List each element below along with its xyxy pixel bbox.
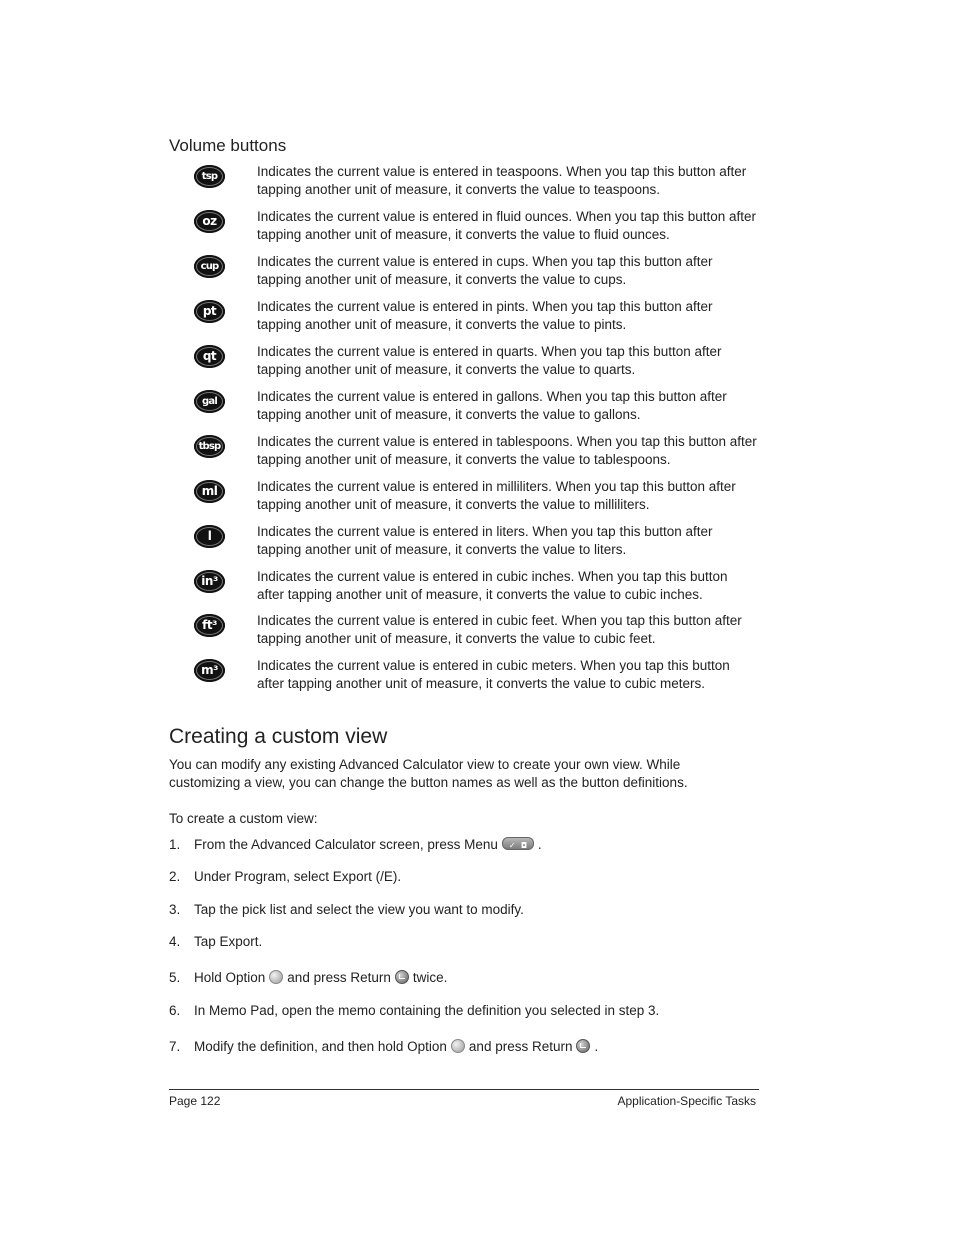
step-text: Hold Option: [194, 970, 266, 985]
step-text: Tap the pick list and select the view you want to modify.: [194, 902, 524, 917]
step-text: Under Program, select Export (/E).: [194, 869, 402, 884]
volume-button-description: Indicates the current value is entered in cubic inches. When you tap this button after tapping another unit of measure, it converts the value to cubic inches.: [257, 569, 728, 602]
step-number: 1.: [169, 837, 181, 852]
step-text: and press Return: [287, 970, 391, 985]
step-text: Tap Export.: [194, 934, 263, 949]
volume-button-description: Indicates the current value is entered in gallons. When you tap this button after tapping another unit of measure, it converts the value to gallons.: [257, 389, 727, 422]
gal-button-icon: gal: [194, 390, 225, 413]
footer-page-number: Page 122: [169, 1094, 221, 1108]
volume-button-description: Indicates the current value is entered in cubic feet. When you tap this button after tapping another unit of measure, it converts the value to cubic feet.: [257, 613, 742, 646]
step-4: [169, 933, 262, 951]
tbsp-button-icon: tbsp: [194, 435, 225, 458]
intro-paragraph: You can modify any existing Advanced Calculator view to create your own view. While customizing a view, you can change the button names as well as the button definitions.: [169, 757, 688, 790]
volume-button-description: Indicates the current value is entered in milliliters. When you tap this button after tapping another unit of measure, it converts the value to milliliters.: [257, 479, 736, 512]
step-text: .: [537, 837, 542, 852]
step-number: 2.: [169, 869, 181, 884]
step-1: [169, 836, 542, 854]
step-text: Modify the definition, and then hold Option: [194, 1039, 447, 1054]
procedure-title: To create a custom view:: [169, 811, 318, 826]
menu-key-icon: ✓ ◘: [502, 837, 534, 850]
step-text: In Memo Pad, open the memo containing the definition you selected in step 3.: [194, 1003, 660, 1018]
step-2: [169, 868, 401, 886]
step-number: 7.: [169, 1039, 181, 1054]
step-number: 6.: [169, 1003, 181, 1018]
step-number: 5.: [169, 970, 181, 985]
step-5: [169, 969, 447, 987]
ml-button-icon: ml: [194, 480, 225, 503]
volume-button-description: Indicates the current value is entered in fluid ounces. When you tap this button after tapping another unit of measure, it converts the value to fluid ounces.: [257, 209, 757, 242]
footer-rule: [169, 1089, 759, 1090]
option-key-icon: [451, 1039, 465, 1053]
step-6: [169, 1002, 659, 1020]
step-7: [169, 1038, 598, 1056]
in3-button-icon: in³: [194, 570, 225, 593]
footer-section-name: Application-Specific Tasks: [617, 1094, 756, 1108]
volume-button-description: Indicates the current value is entered in teaspoons. When you tap this button after tapping another unit of measure, it converts the value to teaspoons.: [257, 164, 747, 197]
oz-button-icon: oz: [194, 210, 225, 233]
step-text: .: [594, 1039, 599, 1054]
volume-button-description: Indicates the current value is entered in pints. When you tap this button after tapping another unit of measure, it converts the value to pints.: [257, 299, 713, 332]
ft3-button-icon: ft³: [194, 614, 225, 637]
option-key-icon: [269, 970, 283, 984]
step-number: 3.: [169, 902, 181, 917]
volume-button-description: Indicates the current value is entered in tablespoons. When you tap this button after tapping another unit of measure, it converts the value to tablespoons.: [257, 434, 757, 467]
volume-button-description: Indicates the current value is entered in liters. When you tap this button after tapping another unit of measure, it converts the value to liters.: [257, 524, 713, 557]
volume-button-description: Indicates the current value is entered in cups. When you tap this button after tapping another unit of measure, it converts the value to cups.: [257, 254, 713, 287]
step-text: and press Return: [468, 1039, 573, 1054]
step-number: 4.: [169, 934, 181, 949]
step-text: twice.: [412, 970, 448, 985]
m3-button-icon: m³: [194, 659, 225, 682]
volume-button-description: Indicates the current value is entered in cubic meters. When you tap this button after tapping another unit of measure, it converts the value to cubic meters.: [257, 658, 730, 691]
qt-button-icon: qt: [194, 345, 225, 368]
cup-button-icon: cup: [194, 255, 225, 278]
return-key-icon: [576, 1039, 590, 1053]
return-key-icon: [395, 970, 409, 984]
l-button-icon: l: [194, 525, 225, 548]
step-3: [169, 901, 524, 919]
section-title: Creating a custom view: [169, 725, 388, 748]
step-text: From the Advanced Calculator screen, press Menu: [194, 837, 498, 852]
pt-button-icon: pt: [194, 300, 225, 323]
tsp-button-icon: tsp: [194, 165, 225, 188]
volume-buttons-heading: Volume buttons: [169, 136, 287, 155]
volume-button-description: Indicates the current value is entered in quarts. When you tap this button after tapping another unit of measure, it converts the value to quarts.: [257, 344, 722, 377]
